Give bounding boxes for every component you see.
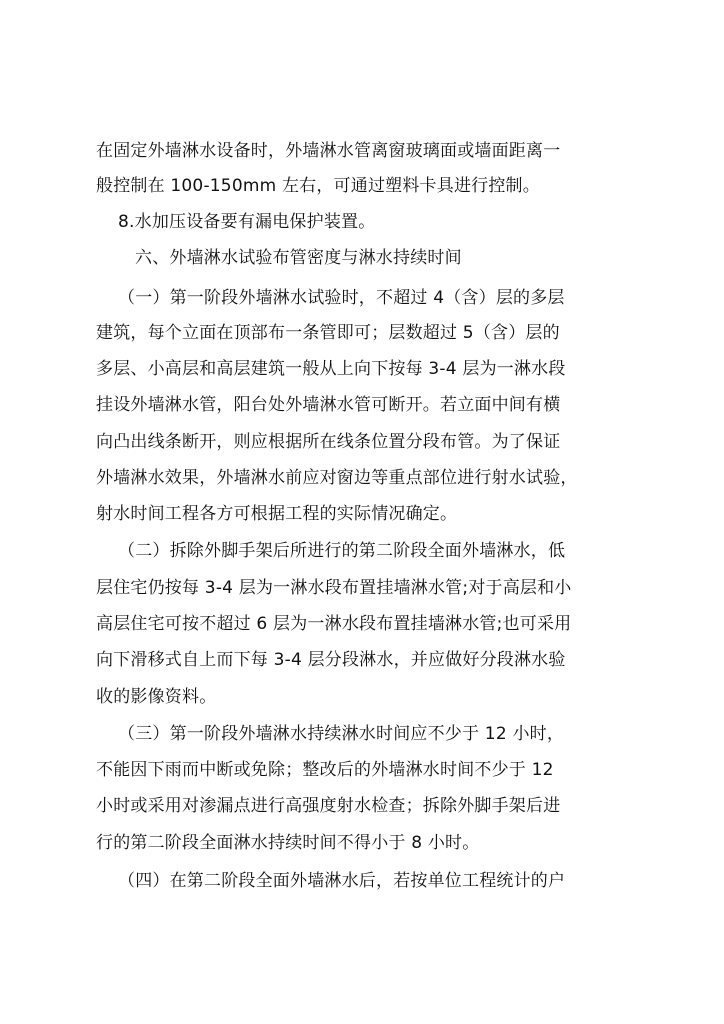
text-line-17: （三）第一阶段外墙淋水持续淋水时间应不少于 12 小时， bbox=[118, 724, 565, 744]
text-line-21: （四）在第二阶段全面外墙淋水后，若按单位工程统计的户 bbox=[118, 871, 566, 891]
text-line-6: 建筑，每个立面在顶部布一条管即可；层数超过 5（含）层的 bbox=[96, 323, 560, 343]
text-line-1: 在固定外墙淋水设备时，外墙淋水管离窗玻璃面或墙面距离一 bbox=[96, 141, 561, 161]
text-line-2: 般控制在 100-150mm 左右，可通过塑料卡具进行控制。 bbox=[96, 176, 540, 196]
text-line-11: 射水时间工程各方可根据工程的实际情况确定。 bbox=[96, 504, 458, 524]
text-line-19: 小时或采用对渗漏点进行高强度射水检查；拆除外脚手架后进 bbox=[96, 796, 561, 816]
section-heading: 六、外墙淋水试验布管密度与淋水持续时间 bbox=[135, 248, 462, 268]
text-line-15: 向下滑移式自上而下每 3-4 层分段淋水，并应做好分段淋水验 bbox=[96, 650, 566, 670]
text-line-5: （一）第一阶段外墙淋水试验时，不超过 4（含）层的多层 bbox=[118, 288, 565, 308]
text-line-9: 向凸出线条断开，则应根据所在线条位置分段布管。为了保证 bbox=[96, 432, 561, 452]
text-line-7: 多层、小高层和高层建筑一般从上向下按每 3-4 层为一淋水段 bbox=[96, 359, 566, 379]
text-line-13: 层住宅仍按每 3-4 层为一淋水段布置挂墙淋水管;对于高层和小 bbox=[96, 578, 572, 598]
text-line-10: 外墙淋水效果，外墙淋水前应对窗边等重点部位进行射水试验， bbox=[96, 468, 578, 488]
text-line-8: 挂设外墙淋水管，阳台处外墙淋水管可断开。若立面中间有横 bbox=[96, 395, 561, 415]
text-line-20: 行的第二阶段全面淋水持续时间不得小于 8 小时。 bbox=[96, 833, 480, 853]
text-line-3: 8.水加压设备要有漏电保护装置。 bbox=[118, 212, 376, 232]
text-line-12: （二）拆除外脚手架后所进行的第二阶段全面外墙淋水，低 bbox=[118, 541, 566, 561]
text-line-16: 收的影像资料。 bbox=[96, 687, 217, 707]
text-line-18: 不能因下雨而中断或免除；整改后的外墙淋水时间不少于 12 bbox=[96, 760, 554, 780]
text-line-14: 高层住宅可按不超过 6 层为一淋水段布置挂墙淋水管;也可采用 bbox=[96, 614, 572, 634]
